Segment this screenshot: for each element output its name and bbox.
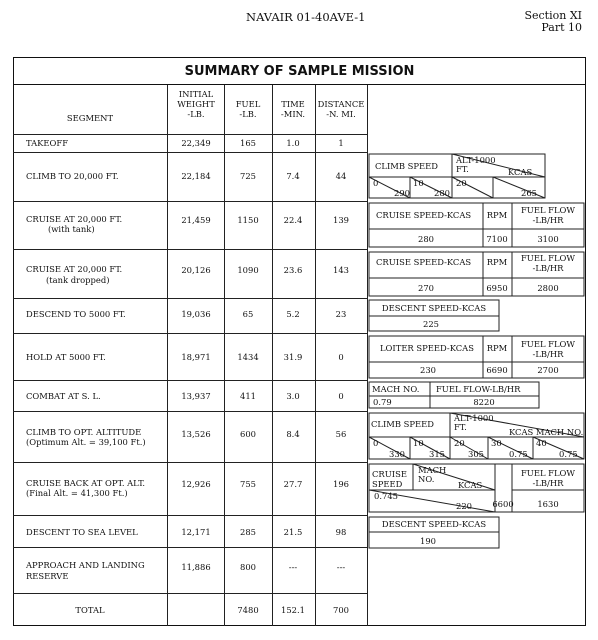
speed-value: 315 [429, 449, 445, 459]
alt-value: 10 [413, 178, 424, 188]
rpm-value: 6690 [486, 365, 508, 375]
kcas-label: KCAS [508, 167, 533, 177]
page-title: SUMMARY OF SAMPLE MISSION [184, 64, 415, 79]
header-segment: SEGMENT [66, 113, 114, 123]
speed-value: 290 [394, 188, 410, 198]
header-distance-1: DISTANCE [317, 99, 365, 109]
fuel-flow-value: 1630 [537, 499, 559, 509]
alt-label-unit: FT. [456, 164, 469, 174]
mach-value: 0.79 [373, 397, 392, 407]
time-cell: 5.2 [286, 309, 300, 319]
segment-label: TAKEOFF [26, 138, 69, 148]
distance-cell: 23 [335, 309, 347, 319]
fuel-cell: 1434 [237, 352, 259, 362]
time-cell: 27.7 [283, 479, 303, 489]
time-cell: 31.9 [283, 352, 303, 362]
no-label: NO. [418, 474, 435, 484]
alt-value: 10 [413, 438, 424, 448]
alt-label-unit: FT. [454, 422, 467, 432]
cruise-speed-label: CRUISE SPEED-KCAS [376, 257, 472, 267]
kcas-value: 220 [456, 501, 472, 511]
mach-label: MACH [418, 465, 447, 475]
alt-label: ALT-1000 [454, 413, 494, 423]
cruise-speed-value: 270 [418, 283, 434, 293]
total-distance: 700 [333, 605, 349, 615]
weight-cell: 22,184 [181, 171, 211, 181]
weight-cell: 21,459 [181, 215, 211, 225]
segment-sublabel: (Final Alt. = 41,300 Ft.) [26, 488, 128, 498]
segment-label: COMBAT AT S. L. [26, 391, 101, 401]
time-cell: 1.0 [286, 138, 300, 148]
total-fuel: 7480 [237, 605, 259, 615]
segment-label: HOLD AT 5000 FT. [26, 352, 106, 362]
mach-label: MACH NO. [372, 384, 420, 394]
fuel-flow-unit: -LB/HR [532, 478, 564, 488]
part-label: Part 10 [541, 21, 582, 34]
speed-value: 265 [521, 188, 537, 198]
segment-sublabel: RESERVE [26, 571, 69, 581]
distance-cell: 0 [338, 352, 344, 362]
header-fuel-1: FUEL [235, 99, 261, 109]
weight-cell: 19,036 [181, 309, 211, 319]
descent-speed-value: 225 [423, 319, 439, 329]
segment-label: CRUISE AT 20,000 FT. [26, 264, 123, 274]
fuel-flow-label: FUEL FLOW [520, 205, 576, 215]
alt-value: 20 [454, 438, 465, 448]
speed-value: 0.75 [559, 449, 578, 459]
fuel-cell: 165 [240, 138, 256, 148]
descent-speed-label: DESCENT SPEED-KCAS [381, 303, 487, 313]
alt-value: 20 [456, 178, 467, 188]
alt-label: ALT-1000 [456, 155, 496, 165]
fuel-flow-unit: -LB/HR [532, 349, 564, 359]
weight-cell: 18,971 [181, 352, 211, 362]
distance-cell: 56 [335, 429, 347, 439]
time-cell: --- [288, 562, 298, 572]
fuel-cell: 725 [240, 171, 256, 181]
fuel-cell: 600 [240, 429, 256, 439]
segment-label: DESCENT TO SEA LEVEL [26, 527, 138, 537]
fuel-flow-label: FUEL FLOW [520, 339, 576, 349]
header-weight-3: -LB. [187, 109, 205, 119]
header-distance-2: -N. MI. [326, 109, 356, 119]
speed-value: 305 [468, 449, 484, 459]
segment-label: APPROACH AND LANDING [26, 560, 145, 570]
fuel-cell: 1150 [237, 215, 259, 225]
time-cell: 3.0 [286, 391, 300, 401]
speed-value: 280 [434, 188, 450, 198]
fuel-cell: 1090 [237, 265, 259, 275]
distance-cell: 98 [335, 527, 347, 537]
kcas-label: KCAS [458, 480, 483, 490]
header-fuel-2: -LB. [239, 109, 257, 119]
fuel-flow-label: FUEL FLOW-LB/HR [436, 384, 521, 394]
descent-speed-value: 190 [420, 536, 436, 546]
fuel-cell: 800 [240, 562, 256, 572]
rpm-label: RPM [486, 210, 508, 220]
distance-cell: 143 [333, 265, 349, 275]
time-cell: 7.4 [286, 171, 300, 181]
fuel-flow-value: 3100 [537, 234, 559, 244]
cruise-speed-label: CRUISE SPEED-KCAS [376, 210, 472, 220]
segment-sublabel: (tank dropped) [46, 275, 110, 285]
fuel-flow-value: 2800 [537, 283, 559, 293]
fuel-flow-label: FUEL FLOW [520, 468, 576, 478]
weight-cell: 13,937 [181, 391, 211, 401]
rpm-label: RPM [486, 343, 508, 353]
weight-cell: 12,926 [181, 479, 211, 489]
speed-value: 330 [389, 449, 405, 459]
climb-speed-label: CLIMB SPEED [371, 419, 434, 429]
fuel-flow-value: 2700 [537, 365, 559, 375]
fuel-cell: 285 [240, 527, 256, 537]
weight-cell: 20,126 [181, 265, 211, 275]
total-time: 152.1 [281, 605, 305, 615]
kcas-mach-label: KCAS MACH NO. [509, 427, 584, 437]
header-weight-1: INITIAL [178, 89, 214, 99]
cruise-speed-value: 280 [418, 234, 434, 244]
document-number: NAVAIR 01-40AVE-1 [246, 10, 366, 24]
rpm-label: RPM [486, 257, 508, 267]
weight-cell: 22,349 [181, 138, 211, 148]
distance-cell: --- [336, 562, 346, 572]
fuel-cell: 65 [242, 309, 254, 319]
distance-cell: 44 [335, 171, 347, 181]
rpm-value: 7100 [486, 234, 508, 244]
weight-cell: 13,526 [181, 429, 211, 439]
segment-sublabel: (with tank) [48, 224, 95, 234]
distance-cell: 1 [338, 138, 344, 148]
time-cell: 22.4 [283, 215, 303, 225]
fuel-flow-unit: -LB/HR [532, 215, 564, 225]
distance-cell: 196 [333, 479, 349, 489]
fuel-flow-unit: -LB/HR [532, 263, 564, 273]
climb-speed-label: CLIMB SPEED [375, 161, 438, 171]
segment-label: CLIMB TO OPT. ALTITUDE [26, 427, 142, 437]
time-cell: 8.4 [286, 429, 300, 439]
fuel-flow-value: 8220 [473, 397, 495, 407]
time-cell: 21.5 [283, 527, 303, 537]
descent-speed-label: DESCENT SPEED-KCAS [381, 519, 487, 529]
cruise-label: CRUISE [372, 469, 407, 479]
rpm-value: 6950 [486, 283, 508, 293]
header-time-2: -MIN. [280, 109, 306, 119]
mach-value: 0.745 [374, 491, 398, 501]
alt-value: 0 [373, 438, 379, 448]
header-weight-2: WEIGHT [177, 99, 215, 109]
distance-cell: 139 [333, 215, 349, 225]
speed-value: 0.75 [509, 449, 528, 459]
segment-sublabel: (Optimum Alt. = 39,100 Ft.) [26, 437, 146, 447]
weight-cell: 11,886 [181, 562, 211, 572]
fuel-flow-label: FUEL FLOW [520, 253, 576, 263]
alt-value: 0 [373, 178, 379, 188]
section-label: Section XI [524, 9, 582, 22]
loiter-speed-label: LOITER SPEED-KCAS [380, 343, 474, 353]
segment-label: CRUISE AT 20,000 FT. [26, 214, 123, 224]
segment-label: CRUISE BACK AT OPT. ALT. [26, 478, 146, 488]
rpm-value: 6600 [492, 499, 514, 509]
segment-label: CLIMB TO 20,000 FT. [26, 171, 119, 181]
alt-value: 30 [491, 438, 502, 448]
fuel-cell: 755 [240, 479, 256, 489]
header-time-1: TIME [281, 99, 305, 109]
fuel-cell: 411 [240, 391, 256, 401]
time-cell: 23.6 [283, 265, 303, 275]
segment-label: DESCEND TO 5000 FT. [26, 309, 126, 319]
total-label: TOTAL [75, 605, 105, 615]
alt-value: 40 [536, 438, 547, 448]
speed-label: SPEED [372, 479, 403, 489]
loiter-speed-value: 230 [420, 365, 436, 375]
weight-cell: 12,171 [181, 527, 211, 537]
distance-cell: 0 [338, 391, 344, 401]
